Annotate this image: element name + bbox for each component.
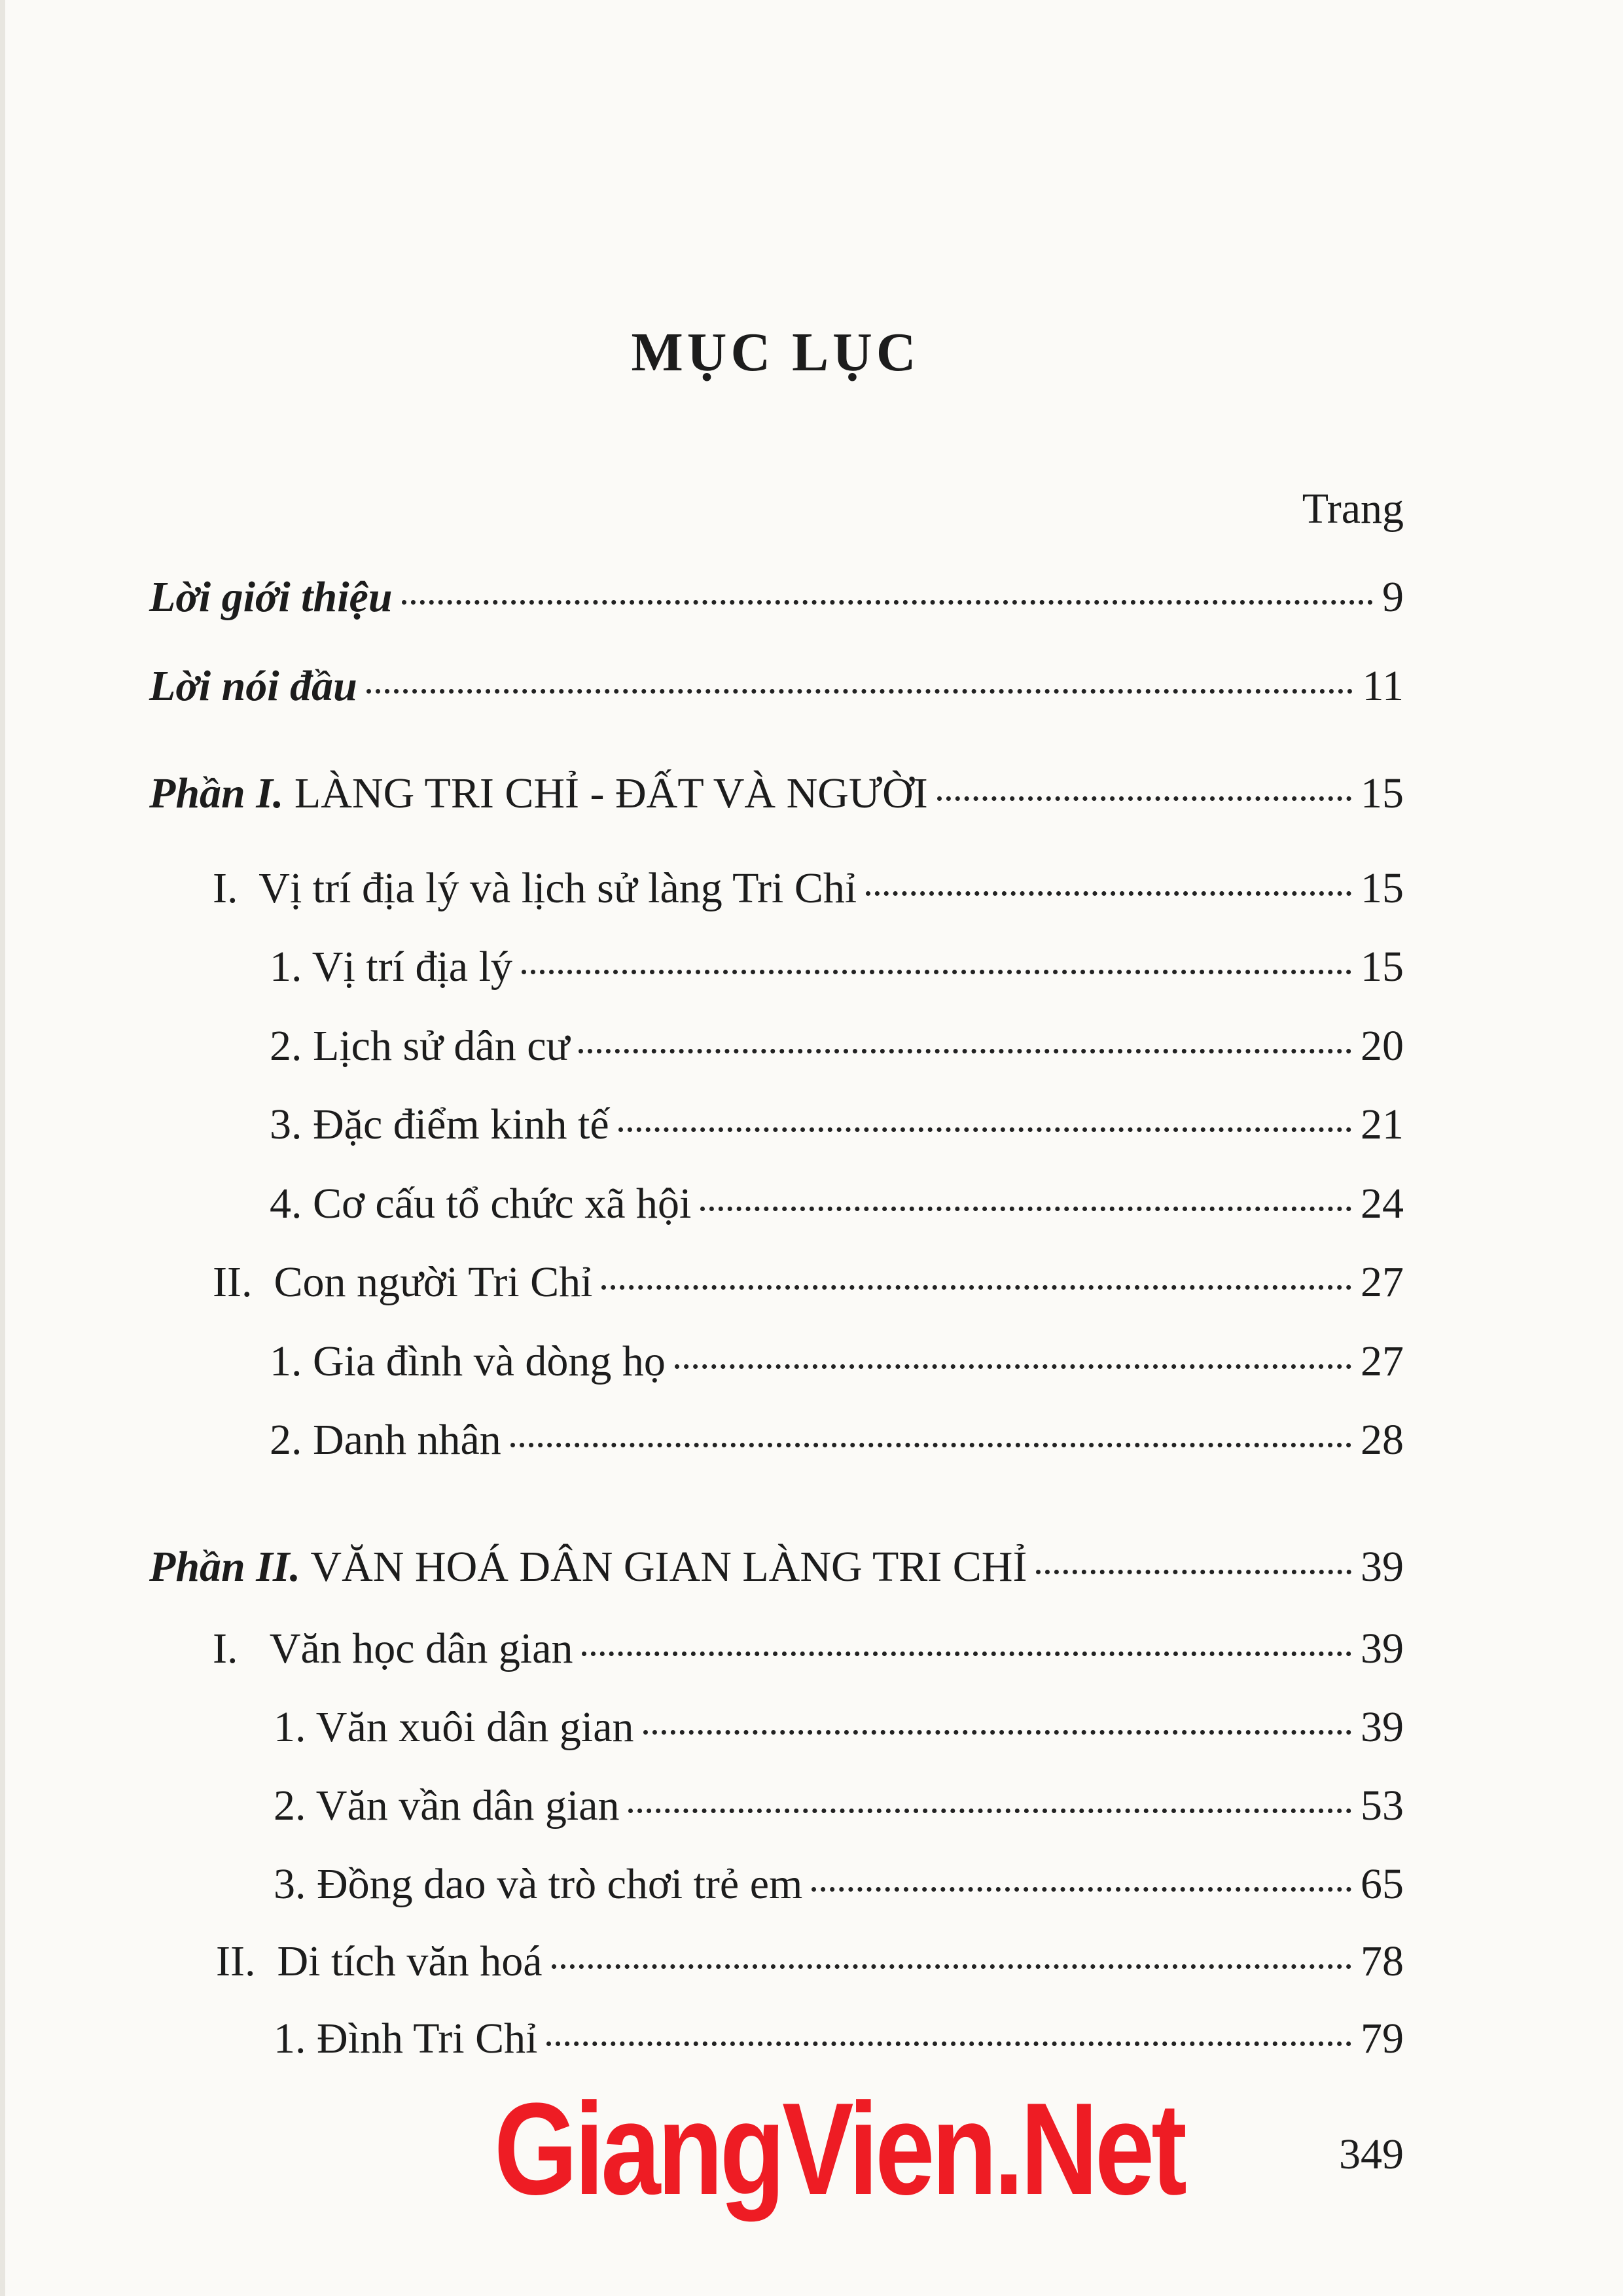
toc-entry-label: 1. Vị trí địa lý <box>270 943 512 991</box>
toc-entry-label: Lời nói đầu <box>149 662 357 710</box>
toc-entry-section-2[interactable] <box>216 1937 1404 1985</box>
toc-entry-subsection[interactable] <box>270 1182 1404 1226</box>
toc-entry-page: 15 <box>1361 769 1404 817</box>
toc-entry-loi-gioi-thieu[interactable] <box>149 573 1404 621</box>
dot-leader <box>552 1964 1351 1969</box>
toc-entry-page: 15 <box>1361 943 1404 991</box>
toc-entry-section-2[interactable] <box>213 1258 1404 1306</box>
toc-entry-page: 39 <box>1361 1625 1404 1672</box>
toc-entry-label: II. Con người Tri Chỉ <box>213 1258 593 1306</box>
watermark-logo: GiangVien.Net <box>494 2076 1184 2222</box>
dot-leader <box>618 1127 1351 1132</box>
toc-entry-label: 1. Gia đình và dòng họ <box>270 1337 666 1385</box>
toc-entry-subsection[interactable] <box>270 1103 1404 1146</box>
toc-entry-section-1[interactable] <box>213 1627 1404 1670</box>
page-column-header: Trang <box>1302 485 1404 533</box>
dot-leader <box>937 796 1351 801</box>
dot-leader <box>675 1364 1351 1369</box>
dot-leader <box>402 600 1373 605</box>
toc-entry-page: 65 <box>1361 1860 1404 1908</box>
toc-entry-page: 20 <box>1361 1022 1404 1070</box>
dot-leader <box>643 1730 1351 1735</box>
dot-leader <box>601 1285 1351 1290</box>
toc-entry-page: 78 <box>1361 1937 1404 1985</box>
toc-entry-page: 27 <box>1361 1258 1404 1306</box>
toc-entry-subsection[interactable] <box>274 2017 1404 2060</box>
toc-entry-label: 2. Văn vần dân gian <box>274 1782 620 1829</box>
toc-entry-phan-1[interactable] <box>149 769 1404 817</box>
toc-entry-phan-2[interactable] <box>149 1545 1404 1589</box>
dot-leader <box>510 1443 1351 1447</box>
toc-entry-label <box>149 1545 1027 1589</box>
toc-entry-page: 53 <box>1361 1782 1404 1829</box>
toc-entry-label: 1. Văn xuôi dân gian <box>274 1703 634 1751</box>
toc-entry-label: Lời giới thiệu <box>149 573 393 621</box>
part-title: VĂN HOÁ DÂN GIAN LÀNG TRI CHỈ <box>300 1543 1027 1591</box>
dot-leader <box>700 1207 1351 1211</box>
toc-entry-label: I. Vị trí địa lý và lịch sử làng Tri Chỉ <box>213 864 857 912</box>
toc-entry-label: I. Văn học dân gian <box>213 1625 573 1672</box>
toc-entry-section-1[interactable] <box>213 864 1404 912</box>
toc-entry-label <box>149 769 928 817</box>
part-title: LÀNG TRI CHỈ - ĐẤT VÀ NGƯỜI <box>283 769 928 817</box>
toc-entry-subsection[interactable] <box>270 945 1404 989</box>
toc-entry-loi-noi-dau[interactable] <box>149 662 1404 710</box>
dot-leader <box>546 2041 1351 2046</box>
dot-leader <box>866 891 1351 896</box>
toc-entry-page: 15 <box>1361 864 1404 912</box>
toc-entry-label: 3. Đặc điểm kinh tế <box>270 1101 609 1148</box>
toc-entry-label: 4. Cơ cấu tổ chức xã hội <box>270 1180 692 1227</box>
toc-entry-page: 24 <box>1361 1180 1404 1227</box>
part-prefix: Phần II. <box>149 1543 301 1591</box>
toc-entry-page: 39 <box>1361 1703 1404 1751</box>
dot-leader <box>628 1809 1351 1813</box>
dot-leader <box>582 1651 1351 1656</box>
toc-entry-label: 3. Đồng dao và trò chơi trẻ em <box>274 1860 803 1908</box>
toc-entry-page: 79 <box>1361 2015 1404 2062</box>
toc-entry-label: II. Di tích văn hoá <box>216 1937 543 1985</box>
dot-leader <box>1036 1570 1351 1574</box>
toc-entry-page: 21 <box>1361 1101 1404 1148</box>
toc-entry-page: 9 <box>1382 573 1404 621</box>
part-prefix: Phần I. <box>149 769 284 817</box>
toc-entry-subsection[interactable] <box>274 1784 1404 1828</box>
toc-entry-label: 2. Danh nhân <box>270 1416 501 1464</box>
dot-leader <box>579 1049 1351 1053</box>
dot-leader <box>366 689 1353 694</box>
toc-entry-page: 39 <box>1361 1543 1404 1591</box>
toc-entry-subsection[interactable] <box>274 1703 1404 1751</box>
toc-entry-subsection[interactable] <box>270 1416 1404 1464</box>
dot-leader <box>812 1887 1351 1892</box>
toc-entry-label: 1. Đình Tri Chỉ <box>274 2015 538 2062</box>
toc-entry-page: 27 <box>1361 1337 1404 1385</box>
dot-leader <box>522 970 1351 974</box>
toc-entry-subsection[interactable] <box>274 1860 1404 1908</box>
toc-entry-page: 11 <box>1362 662 1404 710</box>
toc-title: MỤC LỤC <box>631 322 920 383</box>
toc-entry-subsection[interactable] <box>270 1337 1404 1385</box>
toc-entry-subsection[interactable] <box>270 1022 1404 1070</box>
page-number: 349 <box>1339 2130 1404 2178</box>
toc-entry-label: 2. Lịch sử dân cư <box>270 1022 570 1070</box>
toc-entry-page: 28 <box>1361 1416 1404 1464</box>
